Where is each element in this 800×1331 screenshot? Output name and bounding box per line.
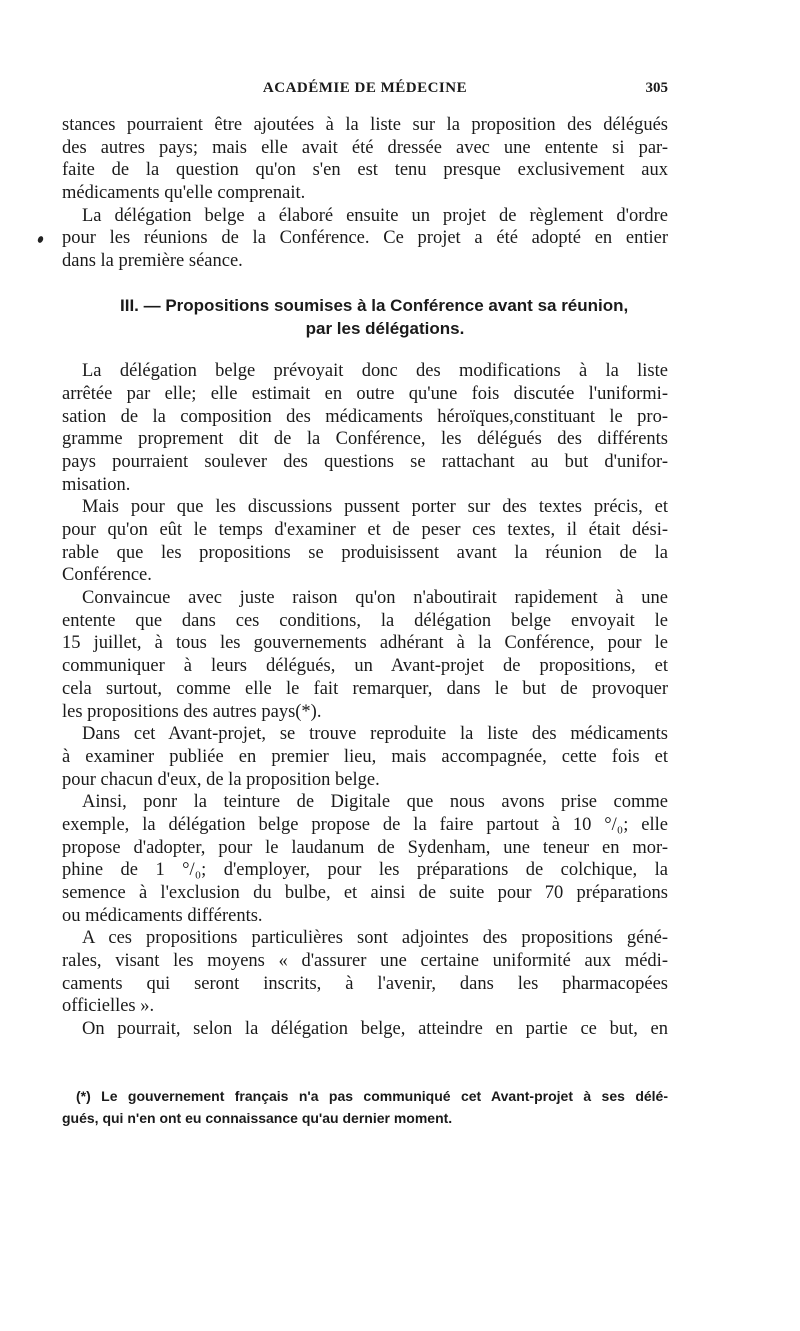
text-line: exemple, la délégation belge propose de la faire partout à 10 °/₀; elle — [62, 814, 668, 835]
text-line: semence à l'exclusion du bulbe, et ainsi de suite pour 70 préparations — [62, 883, 668, 903]
running-head — [62, 80, 668, 104]
text-line: La délégation belge prévoyait donc des modifications à la liste — [82, 361, 668, 382]
text-line: communiquer à leurs délégués, un Avant-projet de propositions, et — [62, 656, 668, 677]
text-line: Dans cet Avant-projet, se trouve reproduite la liste des médicaments — [82, 724, 668, 745]
text-line: ou médicaments différents. — [62, 905, 263, 926]
text-line: médicaments qu'elle comprenait. — [62, 183, 306, 204]
text-line: phine de 1 °/₀; d'employer, pour les préparations de colchique, la — [62, 860, 668, 881]
text-line: rable que les propositions se produisissent avant la réunion de la — [62, 542, 668, 563]
footnote — [62, 1085, 668, 1129]
text-line: dans la première séance. — [62, 251, 243, 272]
text-line: faite de la question qu'on s'en est tenu presque exclusivement aux — [62, 160, 668, 181]
text-line: arrêtée par elle; elle estimait en outre qu'une fois discutée l'uniformi- — [62, 383, 668, 404]
text-line: propose d'adopter, pour le laudanum de Sydenham, une teneur en mor- — [62, 837, 668, 858]
text-line: misation. — [62, 474, 131, 495]
text-line: des autres pays; mais elle avait été dressée avec une entente si par- — [62, 137, 668, 158]
text-line: A ces propositions particulières sont adjointes des propositions géné- — [82, 928, 668, 949]
text-line: pour les réunions de la Conférence. Ce projet a été adopté en entier — [62, 228, 668, 249]
text-line: pour qu'on eût le temps d'examiner et de peser ces textes, il était dési- — [62, 520, 668, 540]
text-line: à examiner publiée en premier lieu, mais accompagnée, cette fois et — [62, 746, 668, 767]
text-line: Mais pour que les discussions pussent porter sur des textes précis, et — [82, 497, 668, 518]
text-line: Conférence. — [62, 565, 152, 586]
text-line: les propositions des autres pays(*). — [62, 701, 322, 722]
text-line: On pourrait, selon la délégation belge, atteindre en partie ce but, en — [82, 1019, 668, 1040]
footnote-line: (*) Le gouvernement français n'a pas communiqué cet Avant-projet à ses délé- — [76, 1088, 668, 1104]
running-title: ACADÉMIE DE MÉDECINE — [262, 80, 468, 96]
text-line: rales, visant les moyens « d'assurer une certaine uniformité aux médi- — [62, 951, 668, 972]
page-number: 305 — [645, 80, 668, 96]
text-line: 15 juillet, à tous les gouvernements adhérant à la Conférence, pour le — [62, 633, 668, 654]
text-line: pour chacun d'eux, de la proposition belge. — [62, 769, 380, 790]
text-line: stances pourraient être ajoutées à la liste sur la proposition des délégués — [62, 115, 668, 135]
text-line: Ainsi, ponr la teinture de Digitale que nous avons prise comme — [82, 792, 668, 813]
text-line: caments qui seront inscrits, à l'avenir, dans les pharmacopées — [62, 973, 668, 994]
text-line: cela surtout, comme elle le fait remarquer, dans le but de provoquer — [62, 678, 668, 699]
text-line: officielles ». — [62, 996, 155, 1017]
text-line: Convaincue avec juste raison qu'on n'aboutirait rapidement à une — [82, 588, 668, 609]
body-text — [62, 114, 668, 1041]
margin-mark — [37, 235, 44, 243]
text-line: sation de la composition des médicaments héroïques,constituant le pro- — [62, 406, 668, 427]
text-line: gramme proprement dit de la Conférence, les délégués des différents — [62, 429, 668, 450]
section-heading: III. — Propositions soumises à la Conférence avant sa réunion, — [120, 295, 629, 315]
text-line: entente que dans ces conditions, la délégation belge envoyait le — [62, 610, 668, 631]
section-heading: par les délégations. — [305, 318, 465, 338]
text-line: La délégation belge a élaboré ensuite un projet de règlement d'ordre — [82, 205, 668, 226]
text-line: pays pourraient soulever des questions se rattachant au but d'unifor- — [62, 451, 668, 472]
footnote-line: gués, qui n'en ont eu connaissance qu'au dernier moment. — [62, 1110, 453, 1126]
